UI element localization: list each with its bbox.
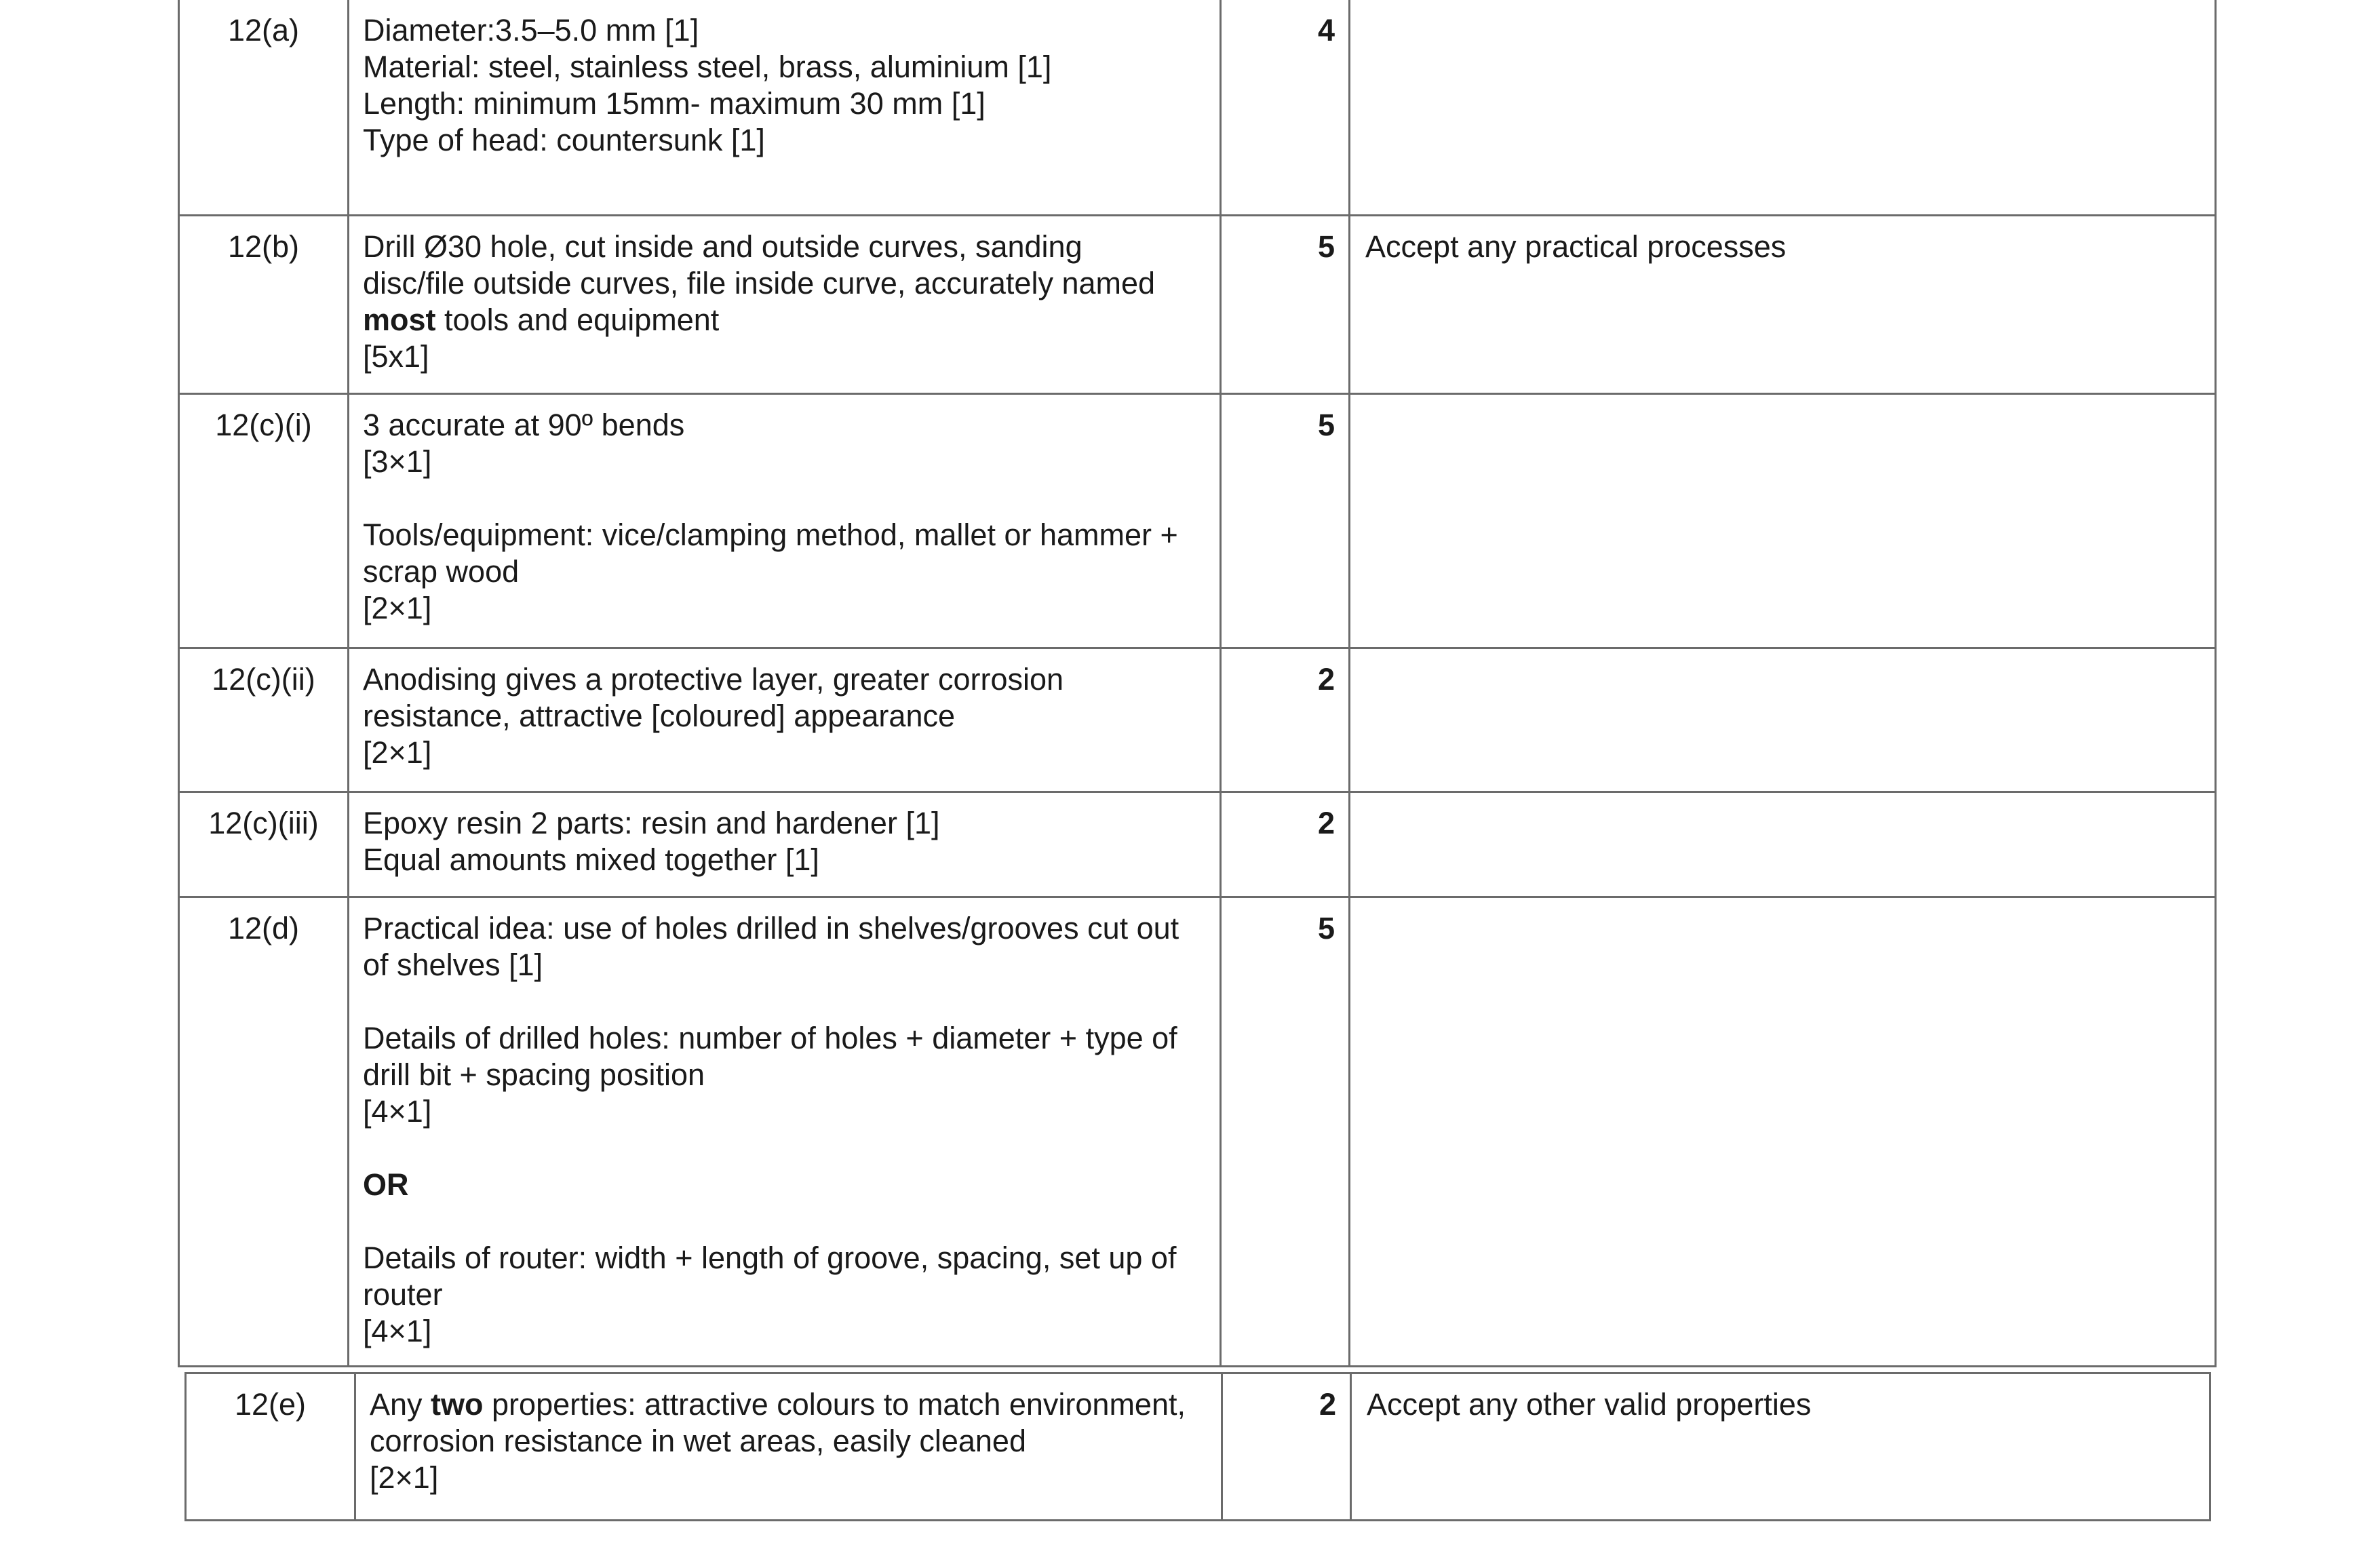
answer-line: of shelves [1]	[363, 947, 543, 982]
answer-line: [2×1]	[363, 735, 432, 770]
spacer	[363, 1203, 1206, 1240]
answer-line: disc/file outside curves, file inside curve, accurately named	[363, 265, 1156, 300]
answer-line: Details of drilled holes: number of holes + diameter + type of	[363, 1020, 1177, 1055]
spacer	[363, 983, 1206, 1020]
guidance-cell	[1350, 897, 2216, 1366]
answer-line: router	[363, 1276, 443, 1312]
answer-cell	[355, 1373, 1222, 1521]
answer-cell	[349, 393, 1221, 648]
answer-line: scrap wood	[363, 553, 520, 589]
answer-line: [5x1]	[363, 338, 429, 374]
answer-line: Anodising gives a protective layer, greater corrosion	[363, 661, 1064, 697]
answer-line: resistance, attractive [coloured] appearance	[363, 698, 955, 733]
answer-line: Material: steel, stainless steel, brass, aluminium [1]	[363, 50, 1052, 84]
table-row	[186, 1373, 2210, 1521]
table-row	[179, 792, 2216, 897]
answer-line: [2×1]	[370, 1460, 439, 1495]
answer-line: drill bit + spacing position	[363, 1057, 705, 1092]
marks-value: 5	[1221, 897, 1350, 1366]
table-row	[179, 393, 2216, 648]
guidance-cell	[1350, 393, 2216, 648]
mark-scheme-table-continued	[184, 1372, 2211, 1521]
table-row	[179, 0, 2216, 215]
answer-cell	[349, 215, 1221, 393]
answer-line	[363, 302, 1206, 338]
table-row	[179, 897, 2216, 1366]
question-number: 12(d)	[179, 897, 349, 1366]
emphasis-text: two	[431, 1387, 484, 1422]
answer-line: Practical idea: use of holes drilled in shelves/grooves cut out	[363, 910, 1179, 945]
answer-line: 3 accurate at 90º bends	[363, 407, 685, 442]
marks-value: 4	[1221, 0, 1350, 215]
answer-line: Type of head: countersunk [1]	[363, 123, 765, 157]
marks-value: 5	[1221, 215, 1350, 393]
guidance-cell: Accept any practical processes	[1350, 215, 2216, 393]
question-number: 12(a)	[179, 0, 349, 215]
answer-cell	[349, 0, 1221, 215]
answer-line: [2×1]	[363, 590, 432, 625]
question-number: 12(b)	[179, 215, 349, 393]
mark-scheme-table	[178, 0, 2217, 1367]
marks-value: 2	[1222, 1373, 1351, 1521]
answer-line	[370, 1386, 1207, 1423]
answer-line: Details of router: width + length of groove, spacing, set up of	[363, 1240, 1177, 1275]
answer-cell	[349, 792, 1221, 897]
answer-cell	[349, 897, 1221, 1366]
answer-line: Diameter:3.5–5.0 mm [1]	[363, 13, 699, 47]
spacer	[363, 480, 1206, 517]
answer-text: properties: attractive colours to match environment,	[483, 1387, 1186, 1422]
or-separator	[363, 1167, 1206, 1203]
answer-line: Length: minimum 15mm- maximum 30 mm [1]	[363, 86, 986, 121]
answer-line: [3×1]	[363, 444, 432, 479]
guidance-cell	[1350, 0, 2216, 215]
answer-line: [4×1]	[363, 1093, 432, 1129]
answer-line: Drill Ø30 hole, cut inside and outside curves, sanding	[363, 229, 1082, 264]
marks-value: 2	[1221, 792, 1350, 897]
answer-line: corrosion resistance in wet areas, easily cleaned	[370, 1424, 1026, 1458]
emphasis-text: most	[363, 302, 436, 337]
answer-text: Any	[370, 1387, 431, 1422]
answer-text: tools and equipment	[435, 302, 720, 337]
guidance-cell	[1350, 792, 2216, 897]
question-number: 12(c)(i)	[179, 393, 349, 648]
spacer	[363, 1130, 1206, 1167]
table-row	[179, 648, 2216, 792]
answer-line: Tools/equipment: vice/clamping method, mallet or hammer +	[363, 517, 1178, 552]
answer-line: Equal amounts mixed together [1]	[363, 842, 819, 877]
or-text: OR	[363, 1167, 409, 1202]
marks-value: 2	[1221, 648, 1350, 792]
question-number: 12(c)(ii)	[179, 648, 349, 792]
answer-cell	[349, 648, 1221, 792]
marks-value: 5	[1221, 393, 1350, 648]
guidance-cell: Accept any other valid properties	[1351, 1373, 2210, 1521]
guidance-cell	[1350, 648, 2216, 792]
question-number: 12(c)(iii)	[179, 792, 349, 897]
answer-line: Epoxy resin 2 parts: resin and hardener [1]	[363, 805, 940, 840]
table-row	[179, 215, 2216, 393]
answer-line: [4×1]	[363, 1313, 432, 1348]
question-number: 12(e)	[186, 1373, 355, 1521]
